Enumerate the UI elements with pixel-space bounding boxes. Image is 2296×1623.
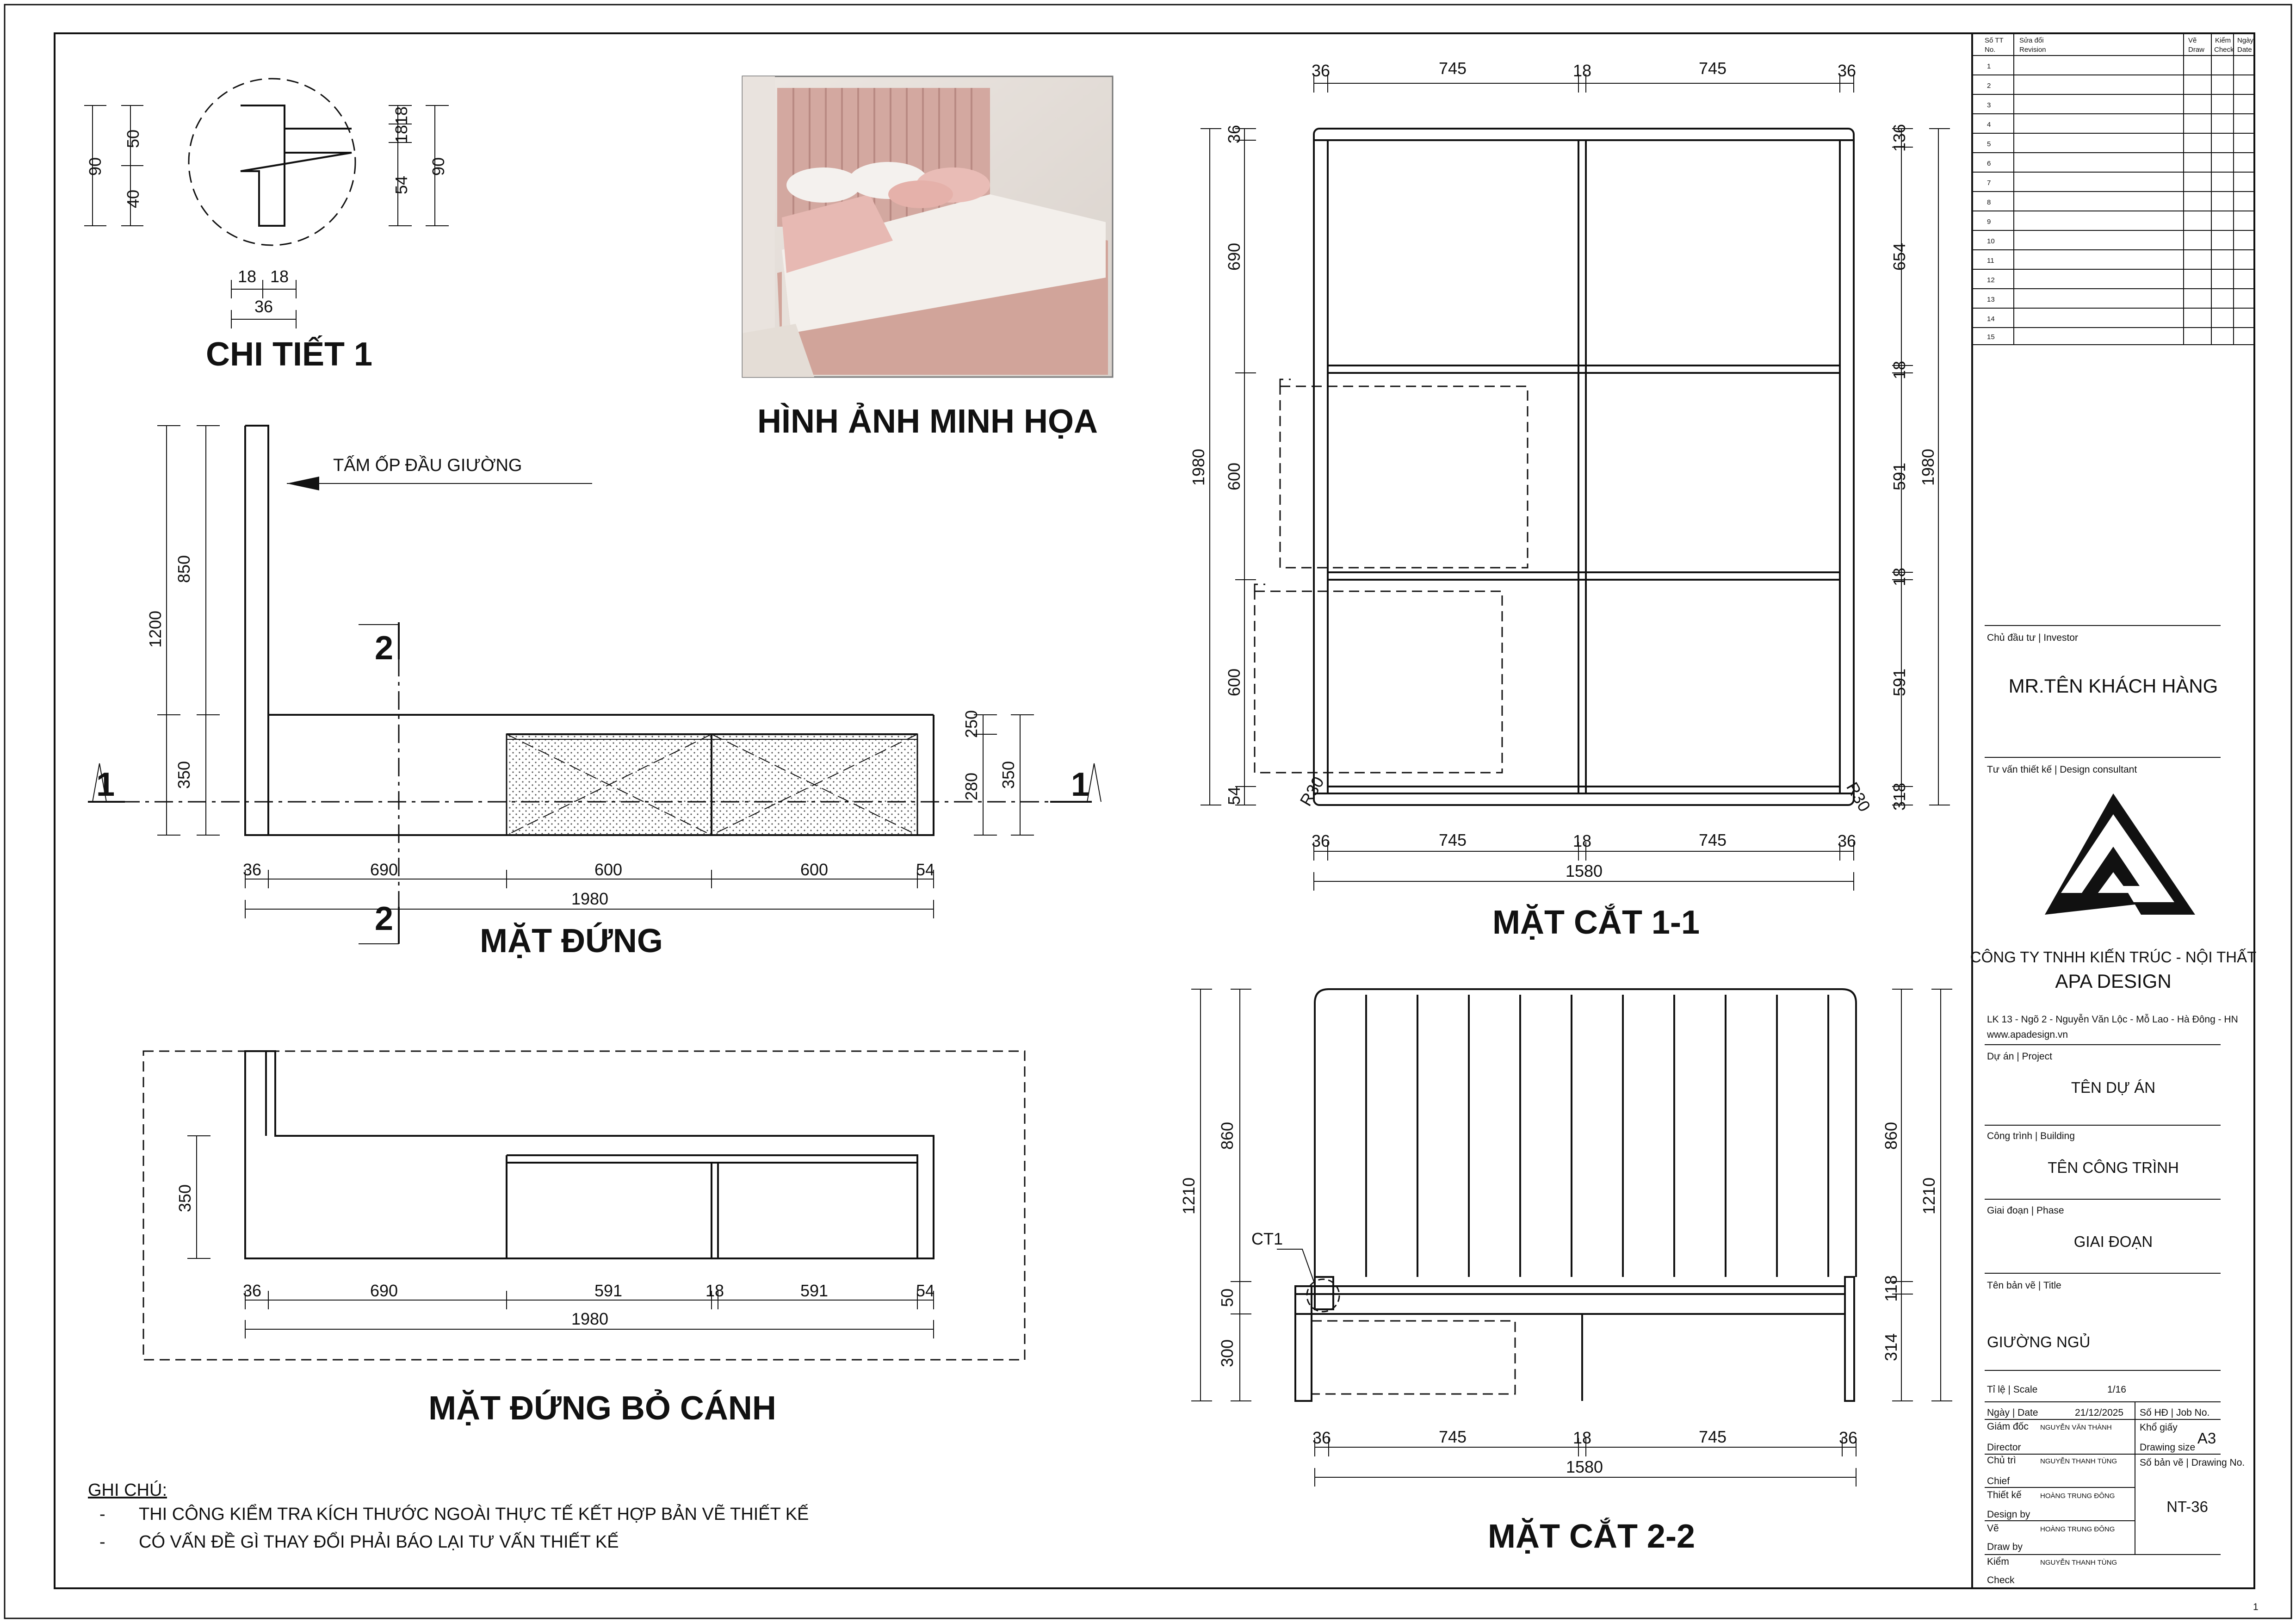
section-1-mark-left: 1	[96, 766, 115, 803]
detail-dim-90-right: 90	[429, 157, 448, 176]
elev-dim-350-left: 350	[174, 761, 193, 789]
rev-header-check-en: Check	[2214, 46, 2234, 54]
detail-title: CHI TIẾT 1	[205, 336, 373, 373]
s11-dim-right-18b: 18	[1890, 567, 1909, 587]
s22-dim-bot-1580: 1580	[1566, 1457, 1603, 1476]
drawer-label: Vẽ	[1987, 1523, 1999, 1534]
section-2-mark-top: 2	[374, 630, 394, 667]
front-elevation	[88, 426, 1101, 960]
company-name-line2: APA DESIGN	[2055, 970, 2172, 992]
s22-dim-right-118: 118	[1881, 1275, 1900, 1302]
illustration-photo	[743, 76, 1113, 377]
detail-dim-18b: 18	[270, 267, 289, 286]
company-name-line1: CÔNG TY TNHH KIẾN TRÚC - NỘI THẤT	[1970, 948, 2257, 966]
checker-label: Kiểm	[1987, 1556, 2009, 1567]
nodoor-dim-591b: 591	[800, 1281, 829, 1300]
building-label: Công trình | Building	[1987, 1131, 2075, 1141]
elev-dim-690: 690	[370, 860, 398, 879]
rev-header-draw-en: Draw	[2188, 46, 2205, 54]
nodoor-dim-690: 690	[370, 1281, 398, 1300]
ct1-callout: CT1	[1251, 1229, 1283, 1248]
illustration-title: HÌNH ẢNH MINH HỌA	[757, 403, 1098, 440]
rev-header-rev-en: Revision	[2019, 46, 2046, 54]
s11-dim-left-36: 36	[1225, 124, 1244, 144]
scale-label: Tỉ lệ | Scale	[1987, 1384, 2038, 1395]
investor-name: MR.TÊN KHÁCH HÀNG	[2008, 675, 2218, 697]
s11-dim-right-591a: 591	[1890, 462, 1909, 491]
checker-en-label: Check	[1987, 1575, 2015, 1586]
detail-dim-18-right-a: 18	[392, 106, 411, 125]
note-bullet-1: -	[99, 1505, 105, 1524]
s22-dim-left-300: 300	[1218, 1339, 1237, 1368]
outer-border	[5, 5, 2291, 1618]
drawer-en-label: Draw by	[1987, 1542, 2023, 1552]
rev-row-number: 15	[1987, 333, 1995, 341]
phase-label: Giai đoạn | Phase	[1987, 1205, 2064, 1216]
note-item-1: THI CÔNG KIỂM TRA KÍCH THƯỚC NGOÀI THỰC TẾ KẾT HỢP BẢN VẼ THIẾT KẾ	[139, 1505, 809, 1524]
s11-dim-left-690: 690	[1225, 242, 1244, 271]
drawing-title: GIƯỜNG NGỦ	[1987, 1333, 2091, 1350]
elev-dim-350-right: 350	[999, 761, 1018, 789]
rev-header-rev: Sửa đổi	[2019, 37, 2044, 44]
building-name: TÊN CÔNG TRÌNH	[2048, 1159, 2179, 1176]
elev-dim-600b: 600	[800, 860, 829, 879]
rev-row-number: 14	[1987, 315, 1995, 323]
elev-dim-36: 36	[242, 860, 262, 879]
title-label: Tên bản vẽ | Title	[1987, 1280, 2061, 1291]
note-item-2: CÓ VẤN ĐỀ GÌ THAY ĐỔI PHẢI BÁO LẠI TƯ VẤN THIẾT KẾ	[139, 1532, 619, 1552]
designer-label: Thiết kế	[1987, 1490, 2022, 1500]
chief-en-label: Chief	[1987, 1476, 2010, 1487]
consultant-label: Tư vấn thiết kế | Design consultant	[1987, 764, 2137, 775]
checker-name: NGUYỄN THANH TÙNG	[2040, 1559, 2117, 1567]
rev-row-number: 3	[1987, 101, 1991, 109]
s22-dim-left-50: 50	[1218, 1288, 1237, 1307]
s11-radius-left: R30	[1296, 773, 1328, 809]
page-number: 1	[2253, 1602, 2259, 1612]
drawing-size-en-label: Drawing size	[2140, 1442, 2196, 1453]
detail-dim-18-right-b: 18	[392, 124, 411, 144]
s11-dim-right-18a: 18	[1890, 360, 1909, 380]
notes-heading: GHI CHÚ:	[88, 1481, 167, 1500]
s11-dim-top-36b: 36	[1837, 61, 1857, 80]
rev-row-number: 12	[1987, 276, 1995, 284]
note-bullet-2: -	[99, 1532, 105, 1552]
s11-dim-left-1980: 1980	[1189, 448, 1208, 486]
date-label: Ngày | Date	[1987, 1407, 2038, 1418]
project-label: Dự án | Project	[1987, 1051, 2052, 1062]
rev-row-number: 6	[1987, 160, 1991, 167]
detail-dim-18a: 18	[237, 267, 257, 286]
nodoor-dim-18: 18	[705, 1281, 724, 1300]
detail-1	[84, 79, 449, 373]
s11-dim-bot-745b: 745	[1698, 830, 1727, 849]
company-address: LK 13 - Ngõ 2 - Nguyễn Văn Lộc - Mỗ Lao - Hà Đông - HN	[1987, 1014, 2238, 1025]
nodoor-dim-591a: 591	[594, 1281, 623, 1300]
title-block	[1970, 33, 2257, 1588]
rev-row-number: 8	[1987, 198, 1991, 206]
phase-name: GIAI ĐOẠN	[2073, 1233, 2153, 1250]
rev-row-number: 2	[1987, 82, 1991, 90]
s11-dim-left-600b: 600	[1225, 668, 1244, 697]
elevation-nodoor-title: MẶT ĐỨNG BỎ CÁNH	[428, 1390, 776, 1427]
section-1-1	[1189, 59, 1950, 941]
s22-dim-bot-36a: 36	[1312, 1428, 1331, 1447]
project-name: TÊN DỰ ÁN	[2071, 1079, 2156, 1096]
s22-dim-right-860: 860	[1881, 1121, 1900, 1150]
s11-dim-right-318: 318	[1890, 782, 1909, 811]
chief-name: NGUYỄN THANH TÙNG	[2040, 1457, 2117, 1465]
date-value: 21/12/2025	[2075, 1407, 2124, 1418]
nodoor-dim-36: 36	[242, 1281, 262, 1300]
rev-row-number: 11	[1987, 257, 1994, 265]
rev-row-number: 7	[1987, 179, 1991, 187]
detail-circle	[189, 79, 355, 245]
drawing-size-value: A3	[2197, 1430, 2216, 1447]
scale-value: 1/16	[2107, 1384, 2126, 1395]
director-name: NGUYỄN VĂN THÀNH	[2040, 1424, 2112, 1431]
rev-row-number: 1	[1987, 62, 1991, 70]
s22-dim-bot-36b: 36	[1838, 1428, 1858, 1447]
nodoor-dim-350: 350	[175, 1184, 194, 1213]
s11-dim-bot-18: 18	[1572, 831, 1592, 850]
revision-numbers	[1987, 62, 1995, 341]
s11-dim-bot-745a: 745	[1438, 830, 1467, 849]
s22-dim-left-1210: 1210	[1179, 1177, 1198, 1215]
s11-dim-top-745b: 745	[1698, 59, 1727, 78]
elev-dim-850: 850	[174, 555, 193, 583]
detail-dim-50: 50	[124, 129, 142, 149]
designer-en-label: Design by	[1987, 1509, 2030, 1520]
elevation-title: MẶT ĐỨNG	[480, 923, 663, 960]
elev-dim-54: 54	[916, 860, 935, 879]
elev-dim-1200: 1200	[146, 610, 165, 648]
s11-dim-bot-1580: 1580	[1565, 861, 1603, 880]
drawing-size-label: Khổ giấy	[2140, 1422, 2178, 1433]
job-no-label: Số HĐ | Job No.	[2140, 1407, 2210, 1418]
rev-row-number: 4	[1987, 121, 1991, 129]
detail-dim-90-left: 90	[86, 157, 105, 176]
drawing-no-label: Số bản vẽ | Drawing No.	[2140, 1457, 2245, 1468]
s22-dim-bot-18: 18	[1572, 1428, 1592, 1447]
rev-row-number: 9	[1987, 218, 1991, 226]
inner-border	[55, 33, 2254, 1588]
nodoor-dim-54: 54	[916, 1281, 935, 1300]
s11-dim-left-54: 54	[1225, 786, 1244, 805]
company-website: www.apadesign.vn	[1987, 1029, 2068, 1040]
company-logo	[2045, 793, 2195, 915]
s11-dim-bot-36b: 36	[1837, 831, 1857, 850]
drawing-no-value: NT-36	[2166, 1498, 2208, 1515]
rev-header-check: Kiểm	[2215, 37, 2231, 44]
s11-dim-top-745a: 745	[1438, 59, 1467, 78]
s11-dim-right-654: 654	[1890, 242, 1909, 271]
s22-dim-right-1210: 1210	[1919, 1177, 1938, 1215]
s22-dim-bot-745b: 745	[1698, 1427, 1727, 1446]
section-2-mark-bottom: 2	[374, 900, 394, 937]
s11-dim-top-18: 18	[1572, 61, 1592, 80]
detail-dim-36: 36	[254, 297, 273, 316]
s22-dim-left-860: 860	[1218, 1121, 1237, 1150]
detail-dim-54: 54	[392, 175, 411, 195]
s11-radius-right: R30	[1843, 779, 1875, 815]
detail-dim-40: 40	[124, 189, 142, 209]
director-en-label: Director	[1987, 1442, 2021, 1453]
s11-dim-right-591b: 591	[1890, 668, 1909, 697]
s11-dim-left-600a: 600	[1225, 462, 1244, 491]
rev-header-date-en: Date	[2237, 46, 2252, 54]
elev-dim-280: 280	[962, 772, 981, 801]
designer-name: HOÀNG TRUNG ĐÔNG	[2040, 1492, 2115, 1500]
elev-dim-1980: 1980	[571, 889, 609, 908]
headboard-panel-label: TẤM ỐP ĐẦU GIƯỜNG	[333, 456, 522, 475]
rev-row-number: 5	[1987, 140, 1991, 148]
drawer-name: HOÀNG TRUNG ĐÔNG	[2040, 1525, 2115, 1533]
section-1-mark-right: 1	[1071, 766, 1090, 803]
section-22-title: MẶT CẮT 2-2	[1488, 1518, 1695, 1555]
elev-dim-250: 250	[962, 710, 981, 738]
rev-header-date: Ngày	[2237, 37, 2254, 44]
s11-dim-right-136: 136	[1890, 124, 1909, 152]
s22-dim-bot-745a: 745	[1438, 1427, 1467, 1446]
nodoor-dim-1980: 1980	[571, 1309, 609, 1328]
director-label: Giám đốc	[1987, 1421, 2029, 1432]
investor-label: Chủ đầu tư | Investor	[1987, 632, 2078, 643]
section-11-title: MẶT CẮT 1-1	[1492, 904, 1700, 941]
s11-dim-right-1980: 1980	[1918, 448, 1937, 486]
rev-header-draw: Vẽ	[2188, 37, 2197, 44]
rev-row-number: 13	[1987, 296, 1995, 304]
s11-dim-bot-36a: 36	[1311, 831, 1331, 850]
section-2-2	[1179, 989, 1952, 1555]
s22-dim-right-314: 314	[1881, 1333, 1900, 1362]
rev-header-no: Số TT	[1985, 37, 2004, 44]
notes	[88, 1480, 809, 1552]
rev-header-no-en: No.	[1985, 46, 1996, 54]
chief-label: Chủ trì	[1987, 1455, 2017, 1466]
elev-dim-600a: 600	[594, 860, 623, 879]
elevation-without-doors	[143, 1051, 1025, 1427]
s11-dim-top-36a: 36	[1311, 61, 1331, 80]
rev-row-number: 10	[1987, 237, 1995, 245]
